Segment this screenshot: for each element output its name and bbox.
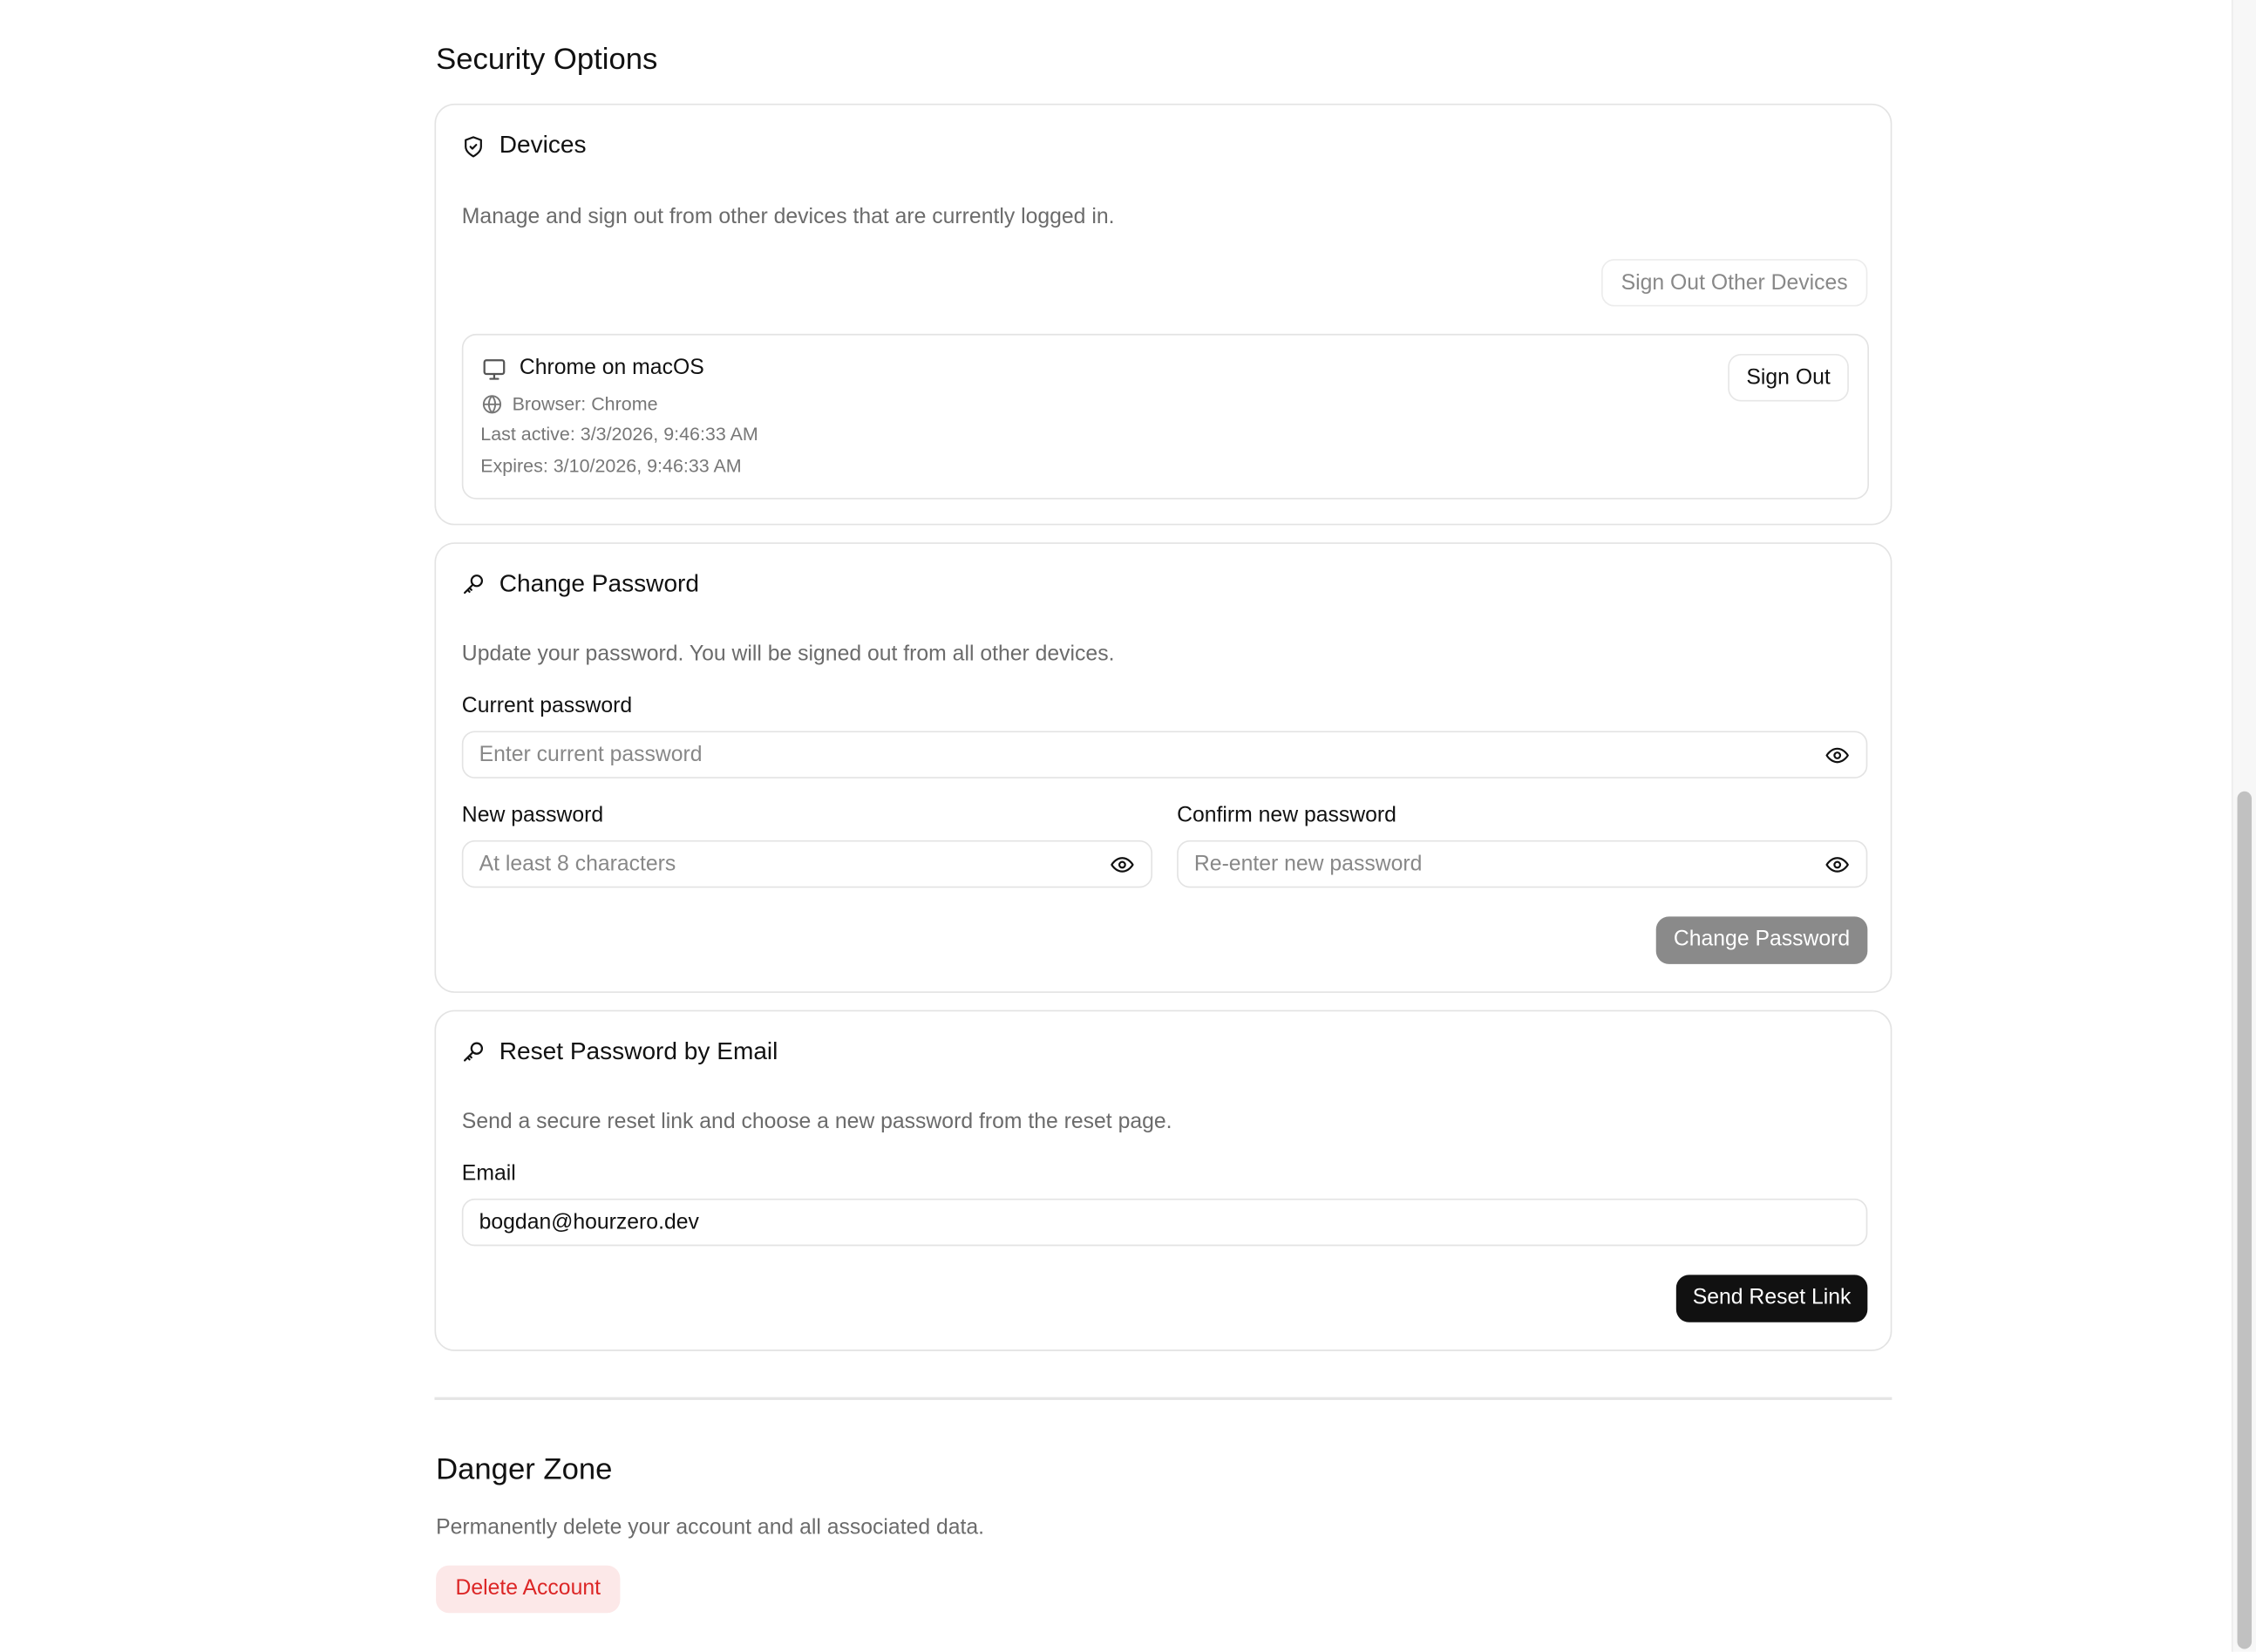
change-password-card: [434, 542, 1892, 993]
email-input[interactable]: [462, 1199, 1868, 1246]
confirm-password-label: Confirm new password: [1177, 802, 1396, 828]
email-value: bogdan@hourzero.dev: [479, 1210, 699, 1235]
scrollbar-track[interactable]: [2232, 0, 2256, 1652]
current-password-placeholder: Enter current password: [479, 742, 703, 767]
show-password-icon[interactable]: [1825, 854, 1848, 874]
confirm-password-input[interactable]: [1177, 840, 1867, 887]
globe-icon: [482, 394, 502, 414]
page-title: Security Options: [436, 43, 658, 77]
email-label: Email: [461, 1160, 516, 1186]
danger-zone-description: Permanently delete your account and all associated data.: [436, 1514, 985, 1540]
show-password-icon[interactable]: [1825, 745, 1848, 765]
change-password-title: Change Password: [499, 569, 700, 597]
key-icon: [462, 1040, 485, 1063]
current-password-label: Current password: [461, 693, 633, 718]
devices-description: Manage and sign out from other devices that are currently logged in.: [461, 204, 1115, 229]
session-last-active: Last active: 3/3/2026, 9:46:33 AM: [480, 423, 758, 445]
new-password-placeholder: At least 8 characters: [479, 852, 676, 877]
new-password-label: New password: [461, 802, 604, 828]
send-reset-link-button[interactable]: Send Reset Link: [1676, 1275, 1868, 1322]
session-item: [462, 334, 1869, 500]
confirm-password-placeholder: Re-enter new password: [1193, 852, 1423, 877]
devices-card: [434, 104, 1892, 526]
scrollbar-thumb[interactable]: [2238, 792, 2253, 1649]
section-divider: [434, 1397, 1892, 1400]
change-password-button[interactable]: Change Password: [1656, 916, 1868, 963]
session-name: Chrome on macOS: [519, 355, 704, 380]
danger-zone-title: Danger Zone: [436, 1453, 613, 1486]
session-browser: Browser: Chrome: [512, 392, 658, 415]
reset-password-description: Send a secure reset link and choose a new password from the reset page.: [461, 1109, 1172, 1134]
show-password-icon[interactable]: [1111, 854, 1133, 874]
sign-out-session-button[interactable]: Sign Out: [1728, 354, 1849, 401]
session-expires: Expires: 3/10/2026, 9:46:33 AM: [480, 454, 742, 477]
reset-password-title: Reset Password by Email: [499, 1037, 778, 1065]
key-icon: [462, 573, 485, 595]
devices-title: Devices: [499, 131, 587, 159]
monitor-icon: [482, 358, 506, 380]
reset-password-card: [434, 1010, 1892, 1351]
new-password-input[interactable]: [462, 840, 1152, 887]
shield-check-icon: [462, 135, 485, 158]
sign-out-other-devices-button[interactable]: Sign Out Other Devices: [1601, 259, 1867, 306]
delete-account-button[interactable]: Delete Account: [436, 1566, 620, 1613]
change-password-description: Update your password. You will be signed out from all other devices.: [461, 642, 1115, 667]
current-password-input[interactable]: [462, 731, 1868, 778]
